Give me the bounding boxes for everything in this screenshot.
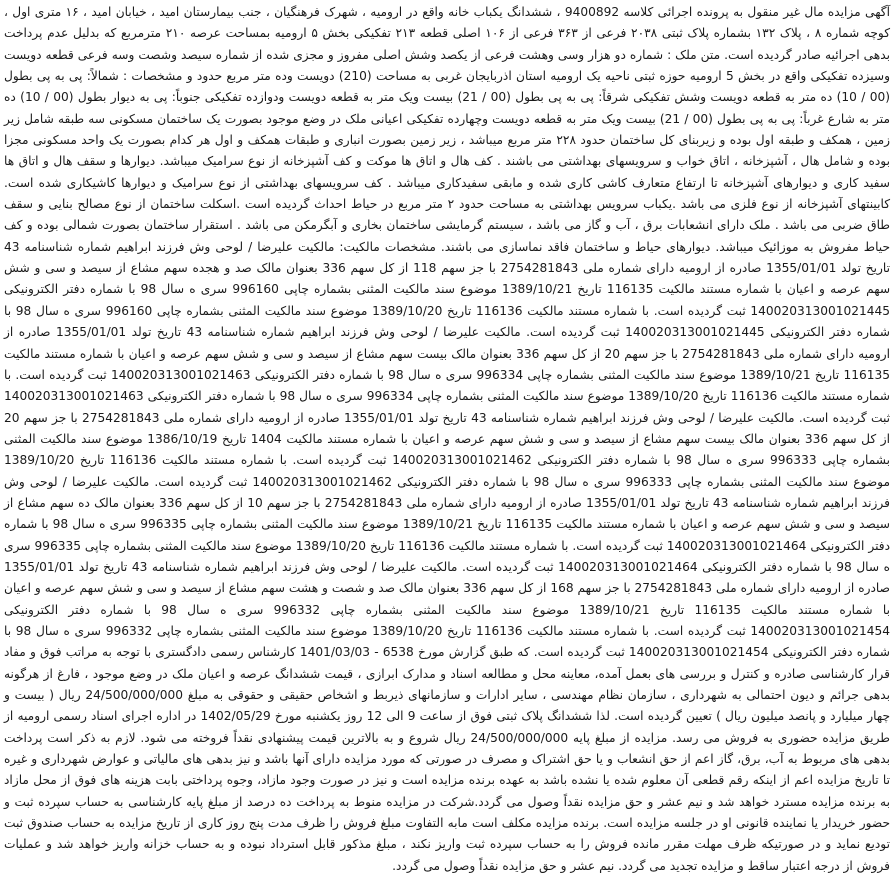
notice-body-paragraph: آگهی مزایده مال غیر منقول به پرونده اجرائی کلاسه 9400892 ، ششدانگ یکباب خانه واقع در ارومیه ، شهرک فرهنگیان ، جنب بیمارستان امید ، خیابان امید ، ۱۶ متری اول ، کوچه شماره ۸ ، پلاک ۱۳۲ بشماره پلاک ثبتی ۲۰۳۸ فرعی از ۳۶۳ فرعی از ۱۰۶ اصلی قطعه ۲۱۳ تفکیکی بخش ۵ ارومیه بمساحت عرصه ۲۱۰ مترمربع که بدلیل عدم پرداخت بدهی اجرائیه صادر گردیده است. متن ملک : شماره دو هزار وسی وهشت فرعی از یکصد وشش اصلی مفروز و مجزی شده از شماره سیصد وشصت وسه فرعی قطعه دویست وسیزده تفکیکی واقع در بخش 5 ارومیه حوزه ثبتی ناحیه یک ارومیه استان اذربایجان غربی به مساحت (210) دویست وده متر مربع حدود و مشخصات : شمالاً: پی به پی بطول (00 / 10) ده متر به قطعه دویست وشش تفکیکی شرقاً: پی به پی بطول (00 / 21) بیست ویک متر به قطعه دویست ودوازده تفکیکی جنوباً: پی به دیوار بطول (00 / 10) ده متر به شارع غرباً: پی به پی بطول (00 / 21) بیست ویک متر به قطعه دویست وچهارده تفکیکی اعیانی ملک در وضع موجود بصورت یک ساختمان مسکونی سه طبقه شامل زیر زمین ، همکف و طبقه اول بوده و زیربنای کل ساختمان حدود ۲۲۸ متر مربع میباشد ، زیر زمین بصورت انباری و طبقات همکف و اول هر کدام بصورت یک واحد مسکونی مجزا بوده و شامل هال ، آشپزخانه ، اتاق خواب و سرویسهای بهداشتی می باشند . کف هال و اتاق ها موکت و کف آشپزخانه از نوع سرامیک میباشد. دیوارها و سقف هال و اتاق ها سفید کاری و دیوارهای آشپزخانه تا ارتفاع متعارف کاشی کاری شده و مابقی سفیدکاری میباشد . کف سرویسهای بهداشتی از نوع سرامیک و دیوارها کاشیکاری شده است. کابینتهای آشپزخانه از نوع فلزی می باشد .یکباب سرویس بهداشتی به مساحت حدود ۲ متر مربع در حیاط احداث گردیده است .اسکلت ساختمان از نوع مصالح بنایی و سقف طاق ضربی می باشد . ملک دارای انشعابات برق ، آب و گاز می باشد ، سیستم گرمایشی ساختمان بخاری و آبگرمکن می باشد . استقرار ساختمان بصورت شمالی بوده و کف حیاط مفروش به موزائیک میباشد. دیوارهای حیاط و ساختمان فاقد نماسازی می باشند. مشخصات مالکیت: مالکیت علیرضا / لوحی وش فرزند ابراهیم شماره شناسنامه 43 تاریخ تولد 1355/01/01 صادره از ارومیه دارای شماره ملی 2754281843 با جز سهم 118 از کل سهم 336 بعنوان مالک صد و هجده سهم مشاع از سیصد و سی و شش سهم عرصه و اعیان با شماره مستند مالکیت 116135 تاریخ 1389/10/21 موضوع سند مالکیت المثنی بشماره چاپی 996160 سری ه سال 98 با شماره دفتر الکترونیکی 140020313001021445 ثبت گردیده است. با شماره مستند مالکیت 116136 تاریخ 1389/10/20 موضوع سند مالکیت المثنی بشماره چاپی 996160 سری ه سال 98 با شماره دفتر الکترونیکی 140020313001021445 ثبت گردیده است. مالکیت علیرضا / لوحی وش فرزند ابراهیم شماره شناسنامه 43 تاریخ تولد 1355/01/01 صادره از ارومیه دارای شماره ملی 2754281843 با جز سهم 20 از کل سهم 336 بعنوان مالک بیست سهم مشاع از سیصد و سی و شش سهم عرصه و اعیان با شماره مستند مالکیت 116135 تاریخ 1389/10/21 موضوع سند مالکیت المثنی بشماره چاپی 996334 سری ه سال 98 با شماره دفتر الکترونیکی 140020313001021463 ثبت گردیده است. با شماره مستند مالکیت 116136 تاریخ 1389/10/20 موضوع سند مالکیت المثنی بشماره چاپی 996334 سری ه سال 98 با شماره دفتر الکترونیکی 140020313001021463 ثبت گردیده است. مالکیت علیرضا / لوحی وش فرزند ابراهیم شماره شناسنامه 43 تاریخ تولد 1355/01/01 صادره از ارومیه دارای شماره ملی 2754281843 با جز سهم 20 از کل سهم 336 بعنوان مالک بیست سهم مشاع از سیصد و سی و شش سهم عرصه و اعیان با شماره مستند مالکیت 1404 تاریخ 1386/10/19 موضوع سند مالکیت المثنی بشماره چاپی 996333 سری ه سال 98 با شماره دفتر الکترونیکی 140020313001021462 ثبت گردیده است. با شماره مستند مالکیت 116136 تاریخ 1389/10/20 موضوع سند مالکیت المثنی بشماره چاپی 996333 سری ه سال 98 با شماره دفتر الکترونیکی 140020313001021462 ثبت گردیده است. مالکیت علیرضا / لوحی وش فرزند ابراهیم شماره شناسنامه 43 تاریخ تولد 1355/01/01 صادره از ارومیه دارای شماره ملی 2754281843 با جز سهم 10 از کل سهم 336 بعنوان مالک ده سهم مشاع از سیصد و سی و شش سهم عرصه و اعیان با شماره مستند مالکیت 116135 تاریخ 1389/10/21 موضوع سند مالکیت المثنی بشماره چاپی 996335 سری ه سال 98 با شماره دفتر الکترونیکی 140020313001021464 ثبت گردیده است. با شماره مستند مالکیت 116136 تاریخ 1389/10/20 موضوع سند مالکیت المثنی بشماره چاپی 996335 سری ه سال 98 با شماره دفتر الکترونیکی 140020313001021464 ثبت گردیده است. مالکیت علیرضا / لوحی وش فرزند ابراهیم شماره شناسنامه 43 تاریخ تولد 1355/01/01 صادره از ارومیه دارای شماره ملی 2754281843 با جز سهم 168 از کل سهم 336 بعنوان مالک صد و شصت و هشت سهم مشاع از سیصد و سی و شش سهم عرصه و اعیان با شماره مستند مالکیت 116135 تاریخ 1389/10/21 موضوع سند مالکیت المثنی بشماره چاپی 996332 سری ه سال 98 با شماره دفتر الکترونیکی 140020313001021454 ثبت گردیده است. با شماره مستند مالکیت 116136 تاریخ 1389/10/20 موضوع سند مالکیت المثنی بشماره چاپی 996332 سری ه سال 98 با شماره دفتر الکترونیکی 140020313001021454 ثبت گردیده است. که طبق گزارش مورخ 6538 - 1401/03/03 کارشناس رسمی دادگستری با توجه به مراتب فوق و مفاد قرار کارشناسی صادره و کنترل و بررسی های بعمل آمده، معاینه محل و مطالعه اسناد و مدارک ابرازی ، قیمت ششدانگ عرصه و اعیان ملک در وضع موجود ، فارغ از هرگونه بدهی جرائم و دیون احتمالی به شهرداری ، سازمان نظام مهندسی ، سایر ادارات و سازمانهای ذیربط و اشخاص حقیقی و حقوقی به مبلغ 24/500/000/000 ریال ( بیست و چهار میلیارد و پانصد میلیون ریال ) تعیین گردیده است. لذا ششدانگ پلاک ثبتی فوق از ساعت 9 الی 12 روز یکشنبه مورخ 1402/05/29 در اداره اجرای اسناد رسمی ارومیه از طریق مزایده حضوری به فروش می رسد. مزایده از مبلغ پایه 24/500/000/000 ریال شروع و به بالاترین قیمت پیشنهادی نقداً فروخته می شود. لازم به ذکر است پرداخت بدهی های مربوط به آب، برق، گاز اعم از حق انشعاب و یا حق اشتراک و مصرف در صورتی که مورد مزایده دارای آنها باشد و نیز بدهی های مالیاتی و عوارض شهرداری و غیره تا تاریخ مزایده اعم از اینکه رقم قطعی آن معلوم شده یا نشده باشد به عهده برنده مزایده است و نیز در صورت وجود مازاد، وجوه پرداختی بابت هزینه های فوق از محل مازاد به برنده مزایده مسترد خواهد شد و نیم عشر و حق مزایده نقداً وصول می گردد.شرکت در مزایده منوط به پرداخت ده درصد از مبلغ پایه کارشناسی به حساب سپرده ثبت و حضور خریدار یا نماینده قانونی او در جلسه مزایده است. برنده مزایده مکلف است مابه التفاوت مبلغ فروش را ظرف مدت پنج روز کاری از تاریخ مزایده به حساب صندوق ثبت تودیع نماید و در صورتیکه ظرف مهلت مقرر مانده فروش را به حساب سپرده ثبت واریز نکند ، مبلغ مذکور قابل استرداد نبوده و به حساب خزانه واریز خواهد شد و عملیات فروش از درجه اعتبار ساقط و مزایده تجدید می گردد. نیم عشر و حق مزایده نقداً وصول می گردد. [4,5,891,873]
auction-notice [4,0,891,873]
